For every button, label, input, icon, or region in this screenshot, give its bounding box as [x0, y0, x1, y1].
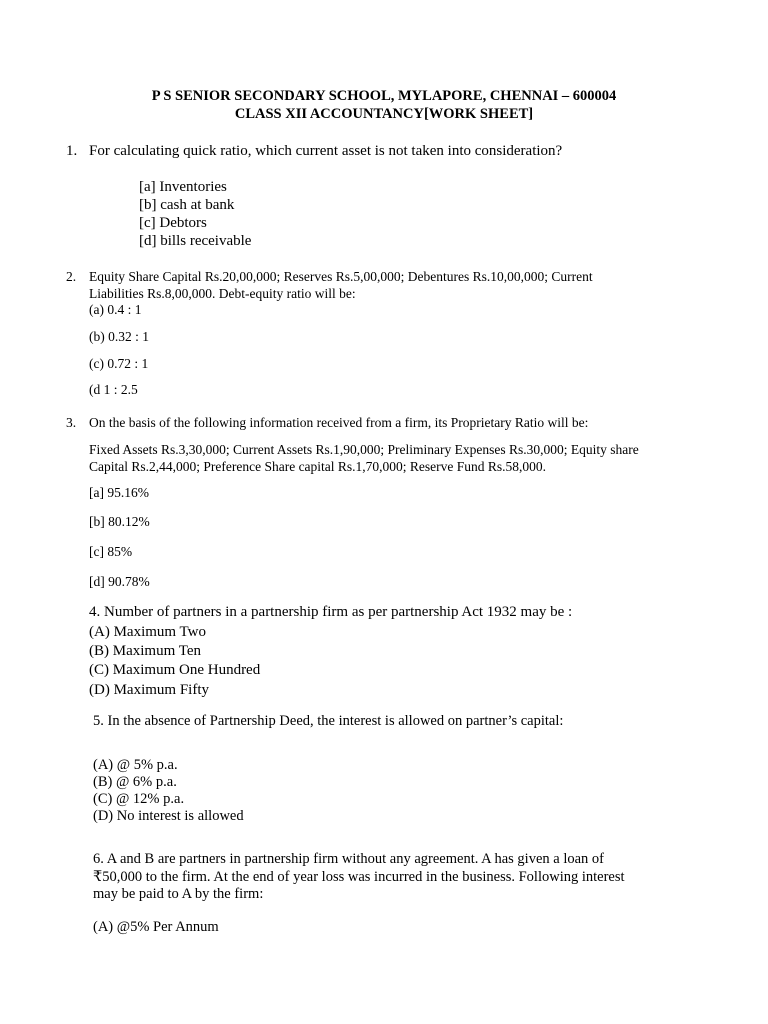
option-a: [a] Inventories	[139, 179, 227, 195]
option-b: (b) 0.32 : 1	[89, 329, 149, 344]
option-b: [b] 80.12%	[89, 514, 150, 529]
question-text-line-2: ₹50,000 to the firm. At the end of year loss was incurred in the business. Following interest	[93, 869, 625, 885]
question-text-line-1: Equity Share Capital Rs.20,00,000; Reserves Rs.5,00,000; Debentures Rs.10,00,000; Current	[89, 269, 593, 284]
option-c: [c] Debtors	[139, 215, 207, 231]
question-text-line-3: may be paid to A by the firm:	[93, 886, 264, 902]
option-c: (C) @ 12% p.a.	[93, 791, 185, 807]
question-text: On the basis of the following information received from a firm, its Proprietary Ratio will be:	[89, 415, 589, 430]
option-c: (c) 0.72 : 1	[89, 356, 149, 371]
option-d: (D) No interest is allowed	[93, 808, 244, 824]
question-number: 2.	[66, 269, 77, 284]
question-text: 4. Number of partners in a partnership firm as per partnership Act 1932 may be :	[89, 604, 573, 620]
option-b: (B) @ 6% p.a.	[93, 774, 177, 790]
given-info-line-2: Capital Rs.2,44,000; Preference Share capital Rs.1,70,000; Reserve Fund Rs.58,000.	[89, 459, 547, 474]
question-text-line-1: 6. A and B are partners in partnership firm without any agreement. A has given a loan of	[93, 851, 604, 867]
option-a: (a) 0.4 : 1	[89, 302, 142, 317]
question-number: 3.	[66, 415, 77, 430]
option-d: (d 1 : 2.5	[89, 382, 138, 397]
question-text: For calculating quick ratio, which current asset is not taken into consideration?	[89, 143, 563, 159]
question-number: 1.	[66, 143, 78, 159]
option-a: (A) @5% Per Annum	[93, 919, 219, 935]
option-d: (D) Maximum Fifty	[89, 682, 209, 698]
option-c: [c] 85%	[89, 544, 133, 559]
option-d: [d] 90.78%	[89, 574, 150, 589]
option-b: [b] cash at bank	[139, 197, 235, 213]
school-name-heading: P S SENIOR SECONDARY SCHOOL, MYLAPORE, CHENNAI – 600004	[151, 88, 617, 104]
worksheet-subtitle: CLASS XII ACCOUNTANCY[WORK SHEET]	[234, 106, 534, 122]
option-a: (A) @ 5% p.a.	[93, 757, 178, 773]
option-d: [d] bills receivable	[139, 233, 252, 249]
option-b: (B) Maximum Ten	[89, 643, 201, 659]
option-a: (A) Maximum Two	[89, 624, 206, 640]
question-text: 5. In the absence of Partnership Deed, the interest is allowed on partner’s capital:	[93, 713, 564, 729]
option-c: (C) Maximum One Hundred	[89, 662, 261, 678]
given-info-line-1: Fixed Assets Rs.3,30,000; Current Assets Rs.1,90,000; Preliminary Expenses Rs.30,000; Equity share	[89, 442, 639, 457]
option-a: [a] 95.16%	[89, 485, 149, 500]
question-text-line-2: Liabilities Rs.8,00,000. Debt-equity ratio will be:	[89, 286, 356, 301]
